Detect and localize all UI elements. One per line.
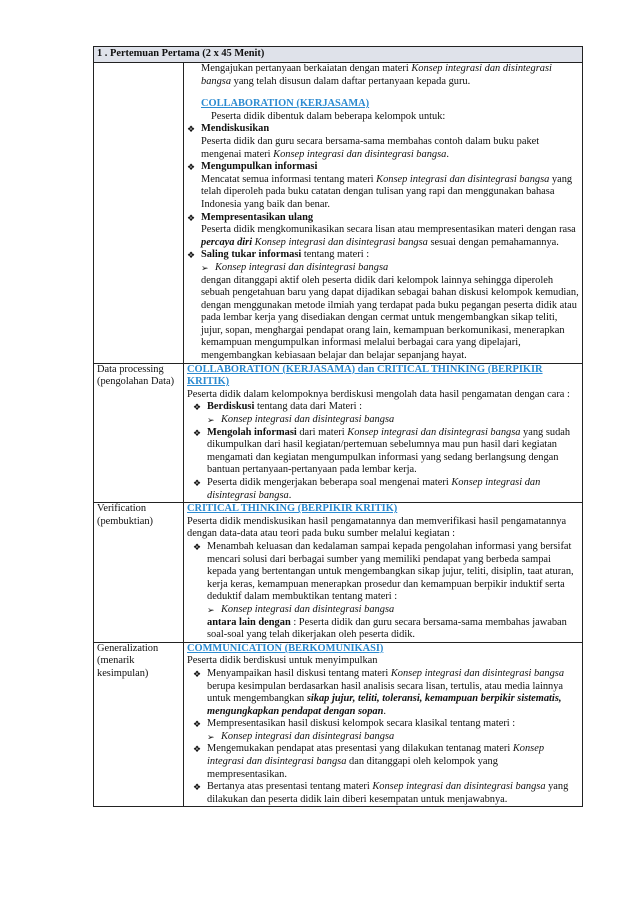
- diamond-bullet-icon: ❖: [187, 124, 196, 135]
- list-item: ❖ Mengumpulkan informasi Mencatat semua informasi tentang materi Konsep integrasi dan disintegrasi bangsa yang telah diperoleh pada buku catatan dengan tulisan yang rapi dan menggunakan bahasa Indonesia yang baik dan benar.: [187, 161, 573, 210]
- arrow-bullet-icon: ➢: [207, 604, 215, 615]
- diamond-bullet-icon: ❖: [193, 719, 202, 730]
- stage-label: Generalization (menarik kesimpulan): [94, 642, 184, 807]
- list-item: ❖ Mempresentasikan ulang Peserta didik mengkomunikasikan secara lisan atau mempresentasikan materi dengan rasa percaya diri Konsep integrasi dan disintegrasi bangsa sesuai dengan pemahamannya.: [187, 211, 576, 248]
- sub-list-item: ➢ Konsep integrasi dan disintegrasi bangsa: [207, 603, 395, 615]
- paragraph: Peserta didik berdiskusi untuk menyimpulkan: [187, 655, 378, 667]
- list-item: ❖ Bertanya atas presentasi tentang materi Konsep integrasi dan disintegrasi bangsa yang dilakukan dan peserta didik lain diberi kesempatan untuk menjawabnya.: [193, 781, 569, 805]
- sub-list-item: ➢ Konsep integrasi dan disintegrasi bangsa: [207, 730, 395, 742]
- intro-paragraph: Mengajukan pertanyaan berkaiatan dengan materi Konsep integrasi dan disintegrasi bangsa yang telah disusun dalam daftar pertanyaan kepada guru.: [201, 63, 552, 87]
- header-row: [94, 47, 583, 63]
- section-heading: COLLABORATION (KERJASAMA): [201, 98, 370, 110]
- meeting-header: 1 . Pertemuan Pertama (2 x 45 Menit): [94, 47, 583, 63]
- diamond-bullet-icon: ❖: [193, 744, 202, 755]
- table-row: [94, 503, 583, 643]
- list-item: ❖ Mendiskusikan Peserta didik dan guru secara bersama-sama membahas contoh dalam buku paket mengenai materi Konsep integrasi dan disintegrasi bangsa.: [187, 123, 540, 160]
- activity-cell: [184, 363, 583, 503]
- list-item: ❖ Mempresentasikan hasil diskusi kelompok secara klasikal tentang materi :: [193, 718, 516, 730]
- diamond-bullet-icon: ❖: [193, 782, 202, 793]
- tukar-paragraph: dengan ditanggapi aktif oleh peserta didik dari kelompok lainnya sehingga diperoleh sebuah pengetahuan baru yang dapat dijadikan sebagai bahan diskusi kelompok kemudian, dengan menggunakan metode ilmiah yang terdapat pada buku pegangan peserta didik atau pada lembar kerja yang disediakan dengan cermat untuk mengembangkan sikap teliti, jujur, sopan, menghargai pendapat orang lain, kemampuan berkomunikasi, menerapkan kemampuan mengumpulkan informasi melalui berbagai cara yang dipelajari, mengembangkan kebiasaan belajar dan belajar sepanjang hayat.: [201, 274, 579, 362]
- lesson-table: [93, 46, 583, 807]
- collab-line: Peserta didik dibentuk dalam beberapa kelompok untuk:: [211, 110, 446, 122]
- list-item: ❖ Menambah keluasan dan kedalaman sampai kepada pengolahan informasi yang bersifat mencari solusi dari berbagai sumber yang memiliki pendapat yang berbeda sampai kepada yang bertentangan untuk mengembangkan sikap jujur, teliti, disiplin, taat aturan, kerja keras, kemampuan menerapkan prosedur dan kemampuan berpikir induktif serta deduktif dalam membuktikan tentang materi :: [193, 540, 574, 603]
- diamond-bullet-icon: ❖: [193, 427, 202, 438]
- table-row: [94, 363, 583, 503]
- arrow-bullet-icon: ➢: [201, 262, 209, 273]
- list-item: ❖ Menyampaikan hasil diskusi tentang materi Konsep integrasi dan disintegrasi bangsa berupa kesimpulan berdasarkan hasil analisis secara lisan, tertulis, atau media lainnya untuk mengembangkan sikap jujur, teliti, toleransi, kemampuan berpikir sistematis, mengungkapkan pendapat dengan sopan.: [193, 667, 565, 717]
- section-heading: CRITICAL THINKING (BERPIKIR KRITIK): [187, 503, 398, 515]
- list-item: ❖ Peserta didik mengerjakan beberapa soal mengenai materi Konsep integrasi dan disintegrasi bangsa.: [193, 477, 541, 501]
- arrow-bullet-icon: ➢: [207, 415, 215, 426]
- section-heading: COLLABORATION (KERJASAMA) dan CRITICAL THINKING (BERPIKIR KRITIK): [187, 363, 543, 388]
- diamond-bullet-icon: ❖: [187, 250, 196, 261]
- diamond-bullet-icon: ❖: [193, 402, 202, 413]
- diamond-bullet-icon: ❖: [193, 541, 202, 552]
- sub-list-item: ➢ Konsep integrasi dan disintegrasi bangsa: [207, 414, 395, 426]
- stage-label: Data processing (pengolahan Data): [94, 363, 184, 503]
- paragraph: Peserta didik dalam kelompoknya berdiskusi mengolah data hasil pengamatan dengan cara :: [187, 388, 570, 400]
- diamond-bullet-icon: ❖: [187, 212, 196, 223]
- table-row: [94, 63, 583, 364]
- activity-cell: [184, 642, 583, 807]
- stage-label-empty: [94, 63, 184, 364]
- diamond-bullet-icon: ❖: [193, 668, 202, 679]
- list-item: ❖ Mengemukakan pendapat atas presentasi yang dilakukan tentanag materi Konsep integrasi dan disintegrasi bangsa dan ditanggapi oleh kelompok yang mempresentasikan.: [193, 743, 545, 780]
- activity-cell: [184, 63, 583, 364]
- paragraph: antara lain dengan : Peserta didik dan guru secara bersama-sama membahas jawaban soal-soal yang telah dikerjakan oleh peserta didik.: [207, 616, 567, 641]
- sub-list-item: ➢ Konsep integrasi dan disintegrasi bangsa: [201, 261, 389, 273]
- activity-cell: [184, 503, 583, 643]
- diamond-bullet-icon: ❖: [193, 478, 202, 488]
- list-item: ❖ Saling tukar informasi tentang materi :: [187, 249, 370, 261]
- diamond-bullet-icon: ❖: [187, 162, 196, 173]
- table-row: [94, 642, 583, 807]
- stage-label: Verification (pembuktian): [94, 503, 184, 643]
- section-heading: COMMUNICATION (BERKOMUNIKASI): [187, 642, 384, 654]
- arrow-bullet-icon: ➢: [207, 731, 215, 742]
- paragraph: Peserta didik mendiskusikan hasil pengamatannya dan memverifikasi hasil pengamatannya dengan data-data atau teori pada buku sumber melalui kegiatan :: [187, 515, 567, 540]
- list-item: ❖ Mengolah informasi dari materi Konsep integrasi dan disintegrasi bangsa yang sudah dikumpulkan dari hasil kegiatan/pertemuan sebelumnya mau pun hasil dari kegiatan mengamati dan kegiatan mengumpulkan informasi yang sedang berlangsung dengan bantuan pertanyaan-pertanyaan pada lembar kerja.: [193, 426, 571, 476]
- list-item: ❖ Berdiskusi tentang data dari Materi :: [193, 401, 362, 413]
